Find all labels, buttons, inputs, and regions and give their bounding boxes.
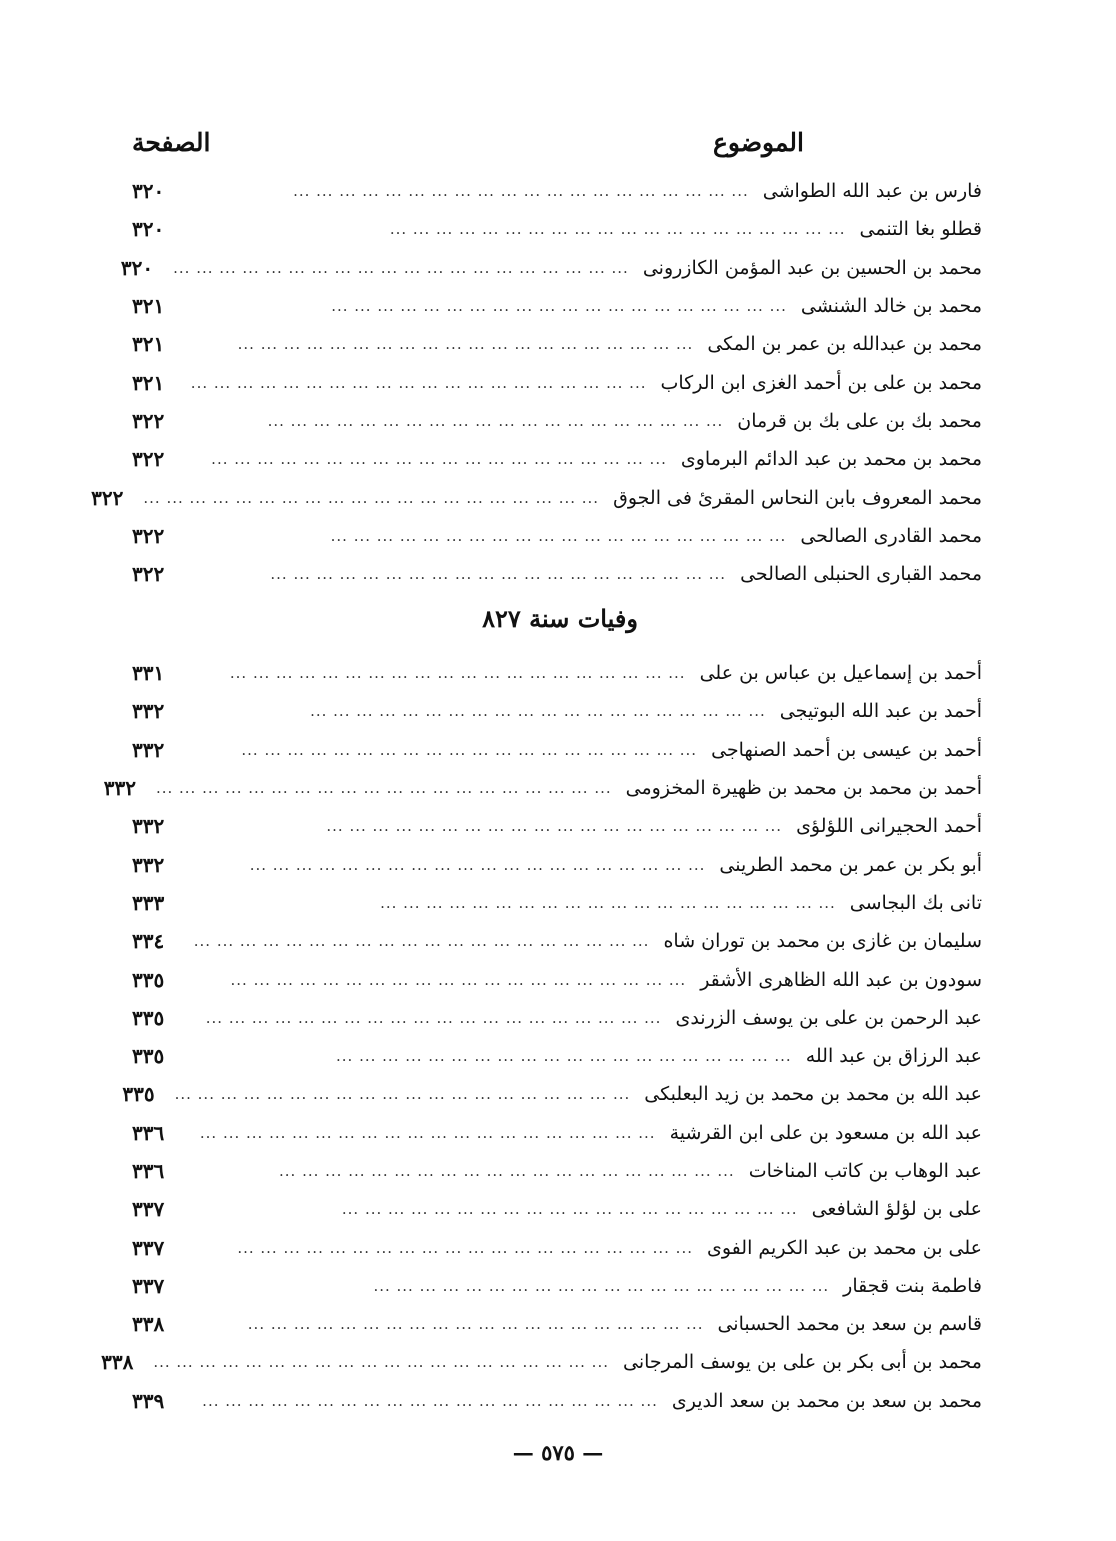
- index-entry: [132, 960, 982, 998]
- leader-dots: ... ... ... ... ... ... ... ... ... ... ... ... ... ... ... ... ... ... ... ...: [310, 702, 766, 721]
- entry-name: أحمد بن عيسى بن أحمد الصنهاجى: [711, 738, 982, 761]
- entry-page: ٣٣٥: [132, 967, 165, 992]
- entry-name: محمد بن عبدالله بن عمر بن المكى: [707, 333, 982, 356]
- entry-page: ٣٣٥: [122, 1082, 155, 1107]
- leader-dots: ... ... ... ... ... ... ... ... ... ... ... ... ... ... ... ... ... ... ... ...: [237, 335, 694, 354]
- page-column-label: الصفحة: [132, 128, 211, 157]
- entry-page: ٣٣٢: [132, 814, 165, 839]
- column-header: [132, 128, 982, 164]
- leader-dots: ... ... ... ... ... ... ... ... ... ... ... ... ... ... ... ... ... ... ... ...: [247, 1315, 704, 1334]
- leader-dots: ... ... ... ... ... ... ... ... ... ... ... ... ... ... ... ... ... ... ... ...: [341, 1200, 798, 1219]
- entry-page: ٣٣٣: [132, 890, 165, 915]
- entry-name: سليمان بن غازى بن محمد بن توران شاه: [663, 930, 982, 953]
- leader-dots: ... ... ... ... ... ... ... ... ... ... ... ... ... ... ... ... ... ... ... ...: [237, 1238, 693, 1257]
- leader-dots: ... ... ... ... ... ... ... ... ... ... ... ... ... ... ... ... ... ... ... ...: [331, 297, 787, 316]
- entry-page: ٣٣٦: [132, 1120, 165, 1145]
- index-entry: [132, 884, 982, 922]
- leader-dots: ... ... ... ... ... ... ... ... ... ... ... ... ... ... ... ... ... ... ... ...: [267, 411, 724, 430]
- index-entry: [132, 517, 982, 555]
- entry-name: محمد بن أبى بكر بن على بن يوسف المرجانى: [623, 1351, 982, 1374]
- index-entry: [132, 922, 982, 960]
- entry-name: على بن محمد بن عبد الكريم الفوى: [707, 1236, 982, 1259]
- entry-page: ٣٢٢: [91, 485, 124, 510]
- leader-dots: ... ... ... ... ... ... ... ... ... ... ... ... ... ... ... ... ... ... ... ...: [270, 565, 727, 584]
- index-entry: [101, 1343, 982, 1381]
- entry-page: ٣٢١: [132, 332, 165, 357]
- entry-page: ٣٣٧: [132, 1197, 165, 1222]
- entry-name: على بن لؤلؤ الشافعى: [811, 1198, 982, 1221]
- entry-page: ٣٣٧: [132, 1235, 165, 1260]
- leader-dots: ... ... ... ... ... ... ... ... ... ... ... ... ... ... ... ... ... ... ... ...: [241, 740, 698, 759]
- index-entry: [132, 1037, 982, 1075]
- entry-page: ٣٣٦: [132, 1159, 165, 1183]
- entry-page: ٣٣٧: [132, 1273, 165, 1298]
- entry-name: عبد الله بن محمد بن محمد بن زيد البعلبكى: [644, 1083, 982, 1106]
- index-entry: [132, 1190, 982, 1228]
- entry-name: تانى بك البجاسى: [849, 891, 982, 914]
- entry-page: ٣٣٢: [132, 699, 165, 724]
- index-entry: [132, 363, 982, 401]
- entry-name: محمد بن على بن أحمد الغزى ابن الركاب: [660, 371, 982, 394]
- entry-page: ٣٣٢: [103, 776, 136, 801]
- index-entry: [132, 845, 982, 883]
- index-entry: [132, 402, 982, 440]
- leader-dots: ... ... ... ... ... ... ... ... ... ... ... ... ... ... ... ... ... ... ... ...: [199, 1123, 656, 1142]
- leader-dots: ... ... ... ... ... ... ... ... ... ... ... ... ... ... ... ... ... ... ... ...: [174, 1085, 631, 1104]
- index-entry: [132, 731, 982, 769]
- leader-dots: ... ... ... ... ... ... ... ... ... ... ... ... ... ... ... ... ... ... ... ...: [173, 258, 629, 277]
- entry-name: أحمد بن إسماعيل بن عباس بن على: [699, 662, 982, 685]
- leader-dots: ... ... ... ... ... ... ... ... ... ... ... ... ... ... ... ... ... ... ... ...: [229, 664, 686, 683]
- leader-dots: ... ... ... ... ... ... ... ... ... ... ... ... ... ... ... ... ... ... ... ...: [373, 1276, 830, 1295]
- entry-name: محمد بن سعد بن محمد بن سعد الديرى: [671, 1389, 982, 1412]
- leader-dots: ... ... ... ... ... ... ... ... ... ... ... ... ... ... ... ... ... ... ... ...: [279, 1162, 735, 1180]
- entry-name: أحمد بن محمد بن محمد بن ظهيرة المخزومى: [625, 777, 982, 800]
- index-entry: [132, 1305, 982, 1343]
- entry-name: عبد الوهاب بن كاتب المناخات: [748, 1160, 982, 1182]
- entry-page: ٣٣٤: [132, 929, 165, 954]
- entry-page: ٣٢٢: [132, 447, 165, 472]
- entry-name: عبد الله بن مسعود بن على ابن القرشية: [669, 1121, 982, 1144]
- entry-page: ٣٣٨: [132, 1312, 165, 1337]
- leader-dots: ... ... ... ... ... ... ... ... ... ... ... ... ... ... ... ... ... ... ... ...: [336, 1047, 792, 1066]
- index-entry: [120, 249, 982, 287]
- entry-page: ٣٣٨: [101, 1350, 134, 1375]
- leader-dots: ... ... ... ... ... ... ... ... ... ... ... ... ... ... ... ... ... ... ... ...: [143, 488, 600, 507]
- entry-name: محمد القبارى الحنبلى الصالحى: [740, 563, 982, 586]
- index-entry: [132, 555, 982, 593]
- entry-page: ٣٣٢: [132, 852, 165, 877]
- leader-dots: ... ... ... ... ... ... ... ... ... ... ... ... ... ... ... ... ... ... ... ...: [202, 1391, 658, 1410]
- leader-dots: ... ... ... ... ... ... ... ... ... ... ... ... ... ... ... ... ... ... ... ...: [326, 817, 783, 836]
- entry-page: ٣٢١: [132, 294, 165, 319]
- entry-page: ٣٢١: [132, 370, 165, 395]
- entry-name: محمد بك بن على بك بن قرمان: [737, 409, 982, 432]
- entry-page: ٣٣٥: [132, 1044, 165, 1069]
- page-number: — ٥٧٥ —: [512, 1440, 604, 1465]
- index-entry: [132, 172, 982, 210]
- index-entry: [103, 769, 982, 807]
- entry-page: ٣٣٥: [132, 1005, 165, 1030]
- entry-page: ٣٢٢: [132, 408, 165, 433]
- index-entry: [91, 478, 982, 516]
- leader-dots: ... ... ... ... ... ... ... ... ... ... ... ... ... ... ... ... ... ... ... ...: [190, 373, 647, 392]
- entry-page: ٣٣١: [132, 661, 165, 686]
- index-entry: [132, 1152, 982, 1190]
- entry-name: سودون بن عبد الله الظاهرى الأشقر: [700, 968, 982, 991]
- index-entry: [132, 325, 982, 363]
- entry-name: محمد بن خالد الشنشى: [800, 295, 982, 318]
- entry-name: قطلو بغا التنمى: [859, 218, 982, 241]
- entry-name: أحمد بن عبد الله البوتيجى: [779, 700, 982, 723]
- section-title: وفيات سنة ٨٢٧: [482, 604, 638, 633]
- entry-page: ٣٢٠: [132, 179, 165, 204]
- entry-name: عبد الرزاق بن عبد الله: [805, 1045, 982, 1068]
- entry-page: ٣٣٩: [132, 1388, 165, 1413]
- index-entry: [132, 807, 982, 845]
- index-section-2: [101, 654, 982, 1420]
- entry-page: ٣٢٠: [120, 255, 154, 280]
- index-entry: [132, 692, 982, 730]
- index-entry: [132, 1382, 982, 1420]
- leader-dots: ... ... ... ... ... ... ... ... ... ... ... ... ... ... ... ... ... ... ... ...: [193, 932, 650, 951]
- topic-column-label: الموضوع: [713, 128, 804, 157]
- leader-dots: ... ... ... ... ... ... ... ... ... ... ... ... ... ... ... ... ... ... ... ...: [230, 970, 687, 989]
- entry-page: ٣٢٢: [132, 523, 165, 548]
- leader-dots: ... ... ... ... ... ... ... ... ... ... ... ... ... ... ... ... ... ... ... ...: [249, 855, 706, 874]
- entry-name: فاطمة بنت قجقار: [843, 1274, 982, 1297]
- entry-page: ٣٢٠: [132, 217, 165, 242]
- index-entry: [132, 999, 982, 1037]
- index-entry: [132, 210, 982, 248]
- entry-name: قاسم بن سعد بن محمد الحسبانى: [717, 1313, 982, 1336]
- leader-dots: ... ... ... ... ... ... ... ... ... ... ... ... ... ... ... ... ... ... ... ...: [293, 182, 749, 201]
- leader-dots: ... ... ... ... ... ... ... ... ... ... ... ... ... ... ... ... ... ... ... ...: [380, 893, 836, 912]
- leader-dots: ... ... ... ... ... ... ... ... ... ... ... ... ... ... ... ... ... ... ... ...: [389, 220, 846, 239]
- entry-name: محمد بن محمد بن عبد الدائم البرماوى: [680, 448, 982, 471]
- index-entry: [132, 654, 982, 692]
- entry-name: محمد المعروف بابن النحاس المقرئ فى الجوق: [613, 486, 982, 509]
- entry-name: محمد القادرى الصالحى: [800, 524, 982, 547]
- entry-name: أبو بكر بن عمر بن محمد الطرينى: [719, 853, 982, 876]
- index-entry: [132, 440, 982, 478]
- leader-dots: ... ... ... ... ... ... ... ... ... ... ... ... ... ... ... ... ... ... ... ...: [205, 1008, 662, 1027]
- index-entry: [132, 1114, 982, 1152]
- leader-dots: ... ... ... ... ... ... ... ... ... ... ... ... ... ... ... ... ... ... ... ...: [211, 450, 667, 469]
- entry-name: فارس بن عبد الله الطواشى: [762, 180, 982, 203]
- leader-dots: ... ... ... ... ... ... ... ... ... ... ... ... ... ... ... ... ... ... ... ...: [155, 779, 612, 798]
- index-entry: [132, 1267, 982, 1305]
- entry-name: عبد الرحمن بن على بن يوسف الزرندى: [675, 1006, 982, 1029]
- index-section-1: [91, 172, 982, 593]
- entry-name: أحمد الحجيرانى اللؤلؤى: [796, 815, 982, 838]
- index-entry: [132, 287, 982, 325]
- leader-dots: ... ... ... ... ... ... ... ... ... ... ... ... ... ... ... ... ... ... ... ...: [330, 526, 787, 545]
- entry-page: ٣٣٢: [132, 737, 165, 762]
- leader-dots: ... ... ... ... ... ... ... ... ... ... ... ... ... ... ... ... ... ... ... ...: [153, 1353, 609, 1372]
- entry-page: ٣٢٢: [132, 562, 165, 587]
- index-entry: [132, 1228, 982, 1266]
- index-entry: [122, 1075, 982, 1113]
- entry-name: محمد بن الحسين بن عبد المؤمن الكازرونى: [642, 256, 982, 279]
